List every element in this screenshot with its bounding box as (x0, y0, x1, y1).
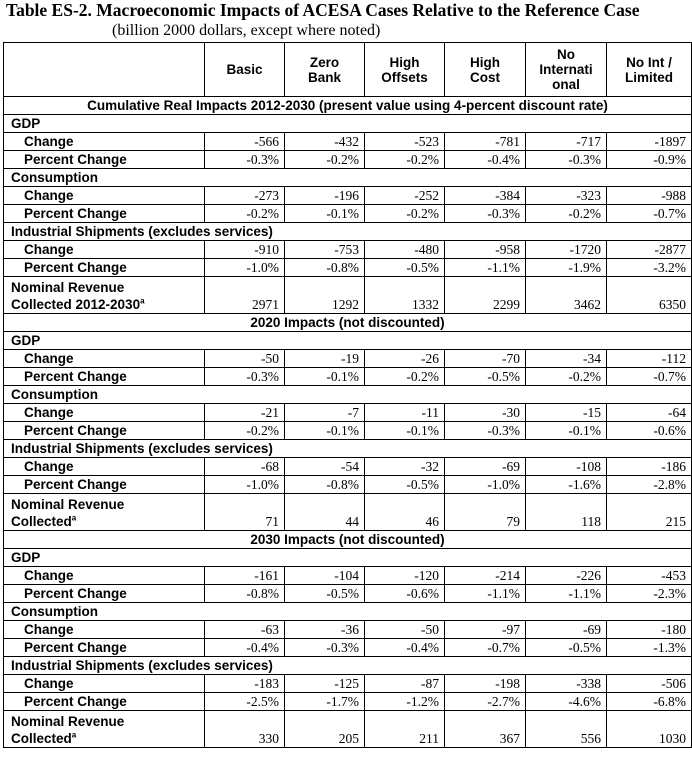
percent-value: -0.5% (285, 585, 365, 603)
percent-value: -0.5% (365, 259, 445, 277)
percent-value: -0.5% (365, 476, 445, 494)
change-value: -226 (526, 567, 607, 585)
header-row (4, 43, 692, 97)
percent-value: -0.6% (365, 585, 445, 603)
percent-value: -0.2% (365, 368, 445, 386)
percent-value: -2.5% (205, 693, 285, 711)
change-value: -198 (445, 675, 526, 693)
change-value: -2877 (607, 241, 692, 259)
percent-row (4, 151, 692, 169)
percent-value: -0.8% (205, 585, 285, 603)
percent-value: -0.2% (526, 205, 607, 223)
revenue-value: 2299 (445, 277, 526, 314)
change-value: -69 (445, 458, 526, 476)
revenue-row (4, 494, 692, 531)
change-value: -7 (285, 404, 365, 422)
column-header: No Int / Limited (607, 43, 692, 97)
change-label: Change (4, 567, 205, 585)
percent-label: Percent Change (4, 639, 205, 657)
percent-value: -0.2% (365, 151, 445, 169)
change-row (4, 621, 692, 639)
percent-value: -4.6% (526, 693, 607, 711)
change-value: -19 (285, 350, 365, 368)
percent-value: -0.1% (526, 422, 607, 440)
column-header: High Offsets (365, 43, 445, 97)
percent-value: -0.2% (205, 205, 285, 223)
impacts-table (3, 42, 692, 748)
percent-value: -1.2% (365, 693, 445, 711)
change-value: -108 (526, 458, 607, 476)
revenue-label (4, 494, 205, 531)
change-value: -958 (445, 241, 526, 259)
group-row (4, 657, 692, 675)
revenue-value: 1292 (285, 277, 365, 314)
group-label: GDP (4, 549, 692, 567)
percent-value: -0.3% (285, 639, 365, 657)
percent-value: -2.8% (607, 476, 692, 494)
percent-value: -0.4% (365, 639, 445, 657)
percent-label: Percent Change (4, 476, 205, 494)
revenue-value: 211 (365, 711, 445, 748)
change-value: -36 (285, 621, 365, 639)
percent-value: -0.8% (285, 476, 365, 494)
revenue-value: 215 (607, 494, 692, 531)
percent-label: Percent Change (4, 585, 205, 603)
change-value: -70 (445, 350, 526, 368)
section-heading-row (4, 531, 692, 549)
revenue-label-line1: Nominal Revenue (11, 497, 125, 512)
revenue-value: 205 (285, 711, 365, 748)
percent-value: -0.5% (445, 368, 526, 386)
revenue-value: 44 (285, 494, 365, 531)
percent-row (4, 585, 692, 603)
change-label: Change (4, 621, 205, 639)
group-label: Industrial Shipments (excludes services) (4, 440, 692, 458)
change-value: -523 (365, 133, 445, 151)
change-row (4, 187, 692, 205)
group-row (4, 115, 692, 133)
percent-value: -1.0% (445, 476, 526, 494)
section-heading-row (4, 314, 692, 332)
percent-row (4, 693, 692, 711)
percent-row (4, 205, 692, 223)
group-label: Consumption (4, 169, 692, 187)
group-label: GDP (4, 115, 692, 133)
table-subtitle: (billion 2000 dollars, except where noted) (112, 22, 381, 39)
table-title: Table ES-2. Macroeconomic Impacts of ACESA Cases Relative to the Reference Case (6, 0, 640, 20)
revenue-value: 1332 (365, 277, 445, 314)
change-value: -69 (526, 621, 607, 639)
change-value: -480 (365, 241, 445, 259)
group-label: Industrial Shipments (excludes services) (4, 223, 692, 241)
change-label: Change (4, 241, 205, 259)
percent-label: Percent Change (4, 368, 205, 386)
change-value: -26 (365, 350, 445, 368)
change-label: Change (4, 187, 205, 205)
percent-value: -1.0% (205, 476, 285, 494)
change-value: -21 (205, 404, 285, 422)
revenue-value: 6350 (607, 277, 692, 314)
column-header: No Internati onal (526, 43, 607, 97)
change-value: -97 (445, 621, 526, 639)
section-heading: 2020 Impacts (not discounted) (4, 314, 692, 332)
percent-value: -1.7% (285, 693, 365, 711)
revenue-value: 46 (365, 494, 445, 531)
change-value: -781 (445, 133, 526, 151)
footnote-marker: a (140, 296, 145, 306)
percent-value: -0.2% (365, 205, 445, 223)
percent-value: -0.3% (205, 151, 285, 169)
percent-value: -0.3% (445, 422, 526, 440)
percent-label: Percent Change (4, 693, 205, 711)
revenue-value: 367 (445, 711, 526, 748)
revenue-value: 556 (526, 711, 607, 748)
change-label: Change (4, 350, 205, 368)
change-value: -566 (205, 133, 285, 151)
percent-value: -2.7% (445, 693, 526, 711)
section-heading: 2030 Impacts (not discounted) (4, 531, 692, 549)
section-heading-row (4, 97, 692, 115)
change-value: -104 (285, 567, 365, 585)
percent-value: -1.0% (205, 259, 285, 277)
percent-value: -0.1% (285, 205, 365, 223)
percent-value: -0.7% (445, 639, 526, 657)
revenue-value: 71 (205, 494, 285, 531)
change-row (4, 404, 692, 422)
change-value: -384 (445, 187, 526, 205)
change-value: -125 (285, 675, 365, 693)
group-label: Consumption (4, 386, 692, 404)
change-value: -338 (526, 675, 607, 693)
percent-label: Percent Change (4, 422, 205, 440)
change-value: -50 (205, 350, 285, 368)
percent-value: -1.3% (607, 639, 692, 657)
revenue-value: 1030 (607, 711, 692, 748)
percent-value: -0.4% (445, 151, 526, 169)
change-value: -196 (285, 187, 365, 205)
percent-row (4, 476, 692, 494)
percent-value: -1.1% (445, 259, 526, 277)
column-header: Basic (205, 43, 285, 97)
revenue-value: 118 (526, 494, 607, 531)
percent-value: -0.7% (607, 368, 692, 386)
percent-label: Percent Change (4, 259, 205, 277)
change-value: -15 (526, 404, 607, 422)
percent-row (4, 639, 692, 657)
change-value: -506 (607, 675, 692, 693)
change-value: -34 (526, 350, 607, 368)
change-value: -432 (285, 133, 365, 151)
revenue-value: 2971 (205, 277, 285, 314)
revenue-row (4, 277, 692, 314)
percent-value: -0.5% (526, 639, 607, 657)
revenue-label-line2: Collected (11, 731, 72, 746)
change-label: Change (4, 404, 205, 422)
percent-value: -0.3% (205, 368, 285, 386)
change-value: -1720 (526, 241, 607, 259)
change-value: -180 (607, 621, 692, 639)
column-header: High Cost (445, 43, 526, 97)
percent-value: -0.7% (607, 205, 692, 223)
percent-value: -1.9% (526, 259, 607, 277)
footnote-marker: a (71, 513, 77, 523)
change-value: -753 (285, 241, 365, 259)
revenue-label-line2: Collected (11, 514, 72, 529)
table-body (4, 97, 692, 748)
change-value: -161 (205, 567, 285, 585)
change-value: -252 (365, 187, 445, 205)
section-heading: Cumulative Real Impacts 2012-2030 (present value using 4-percent discount rate) (4, 97, 692, 115)
change-value: -87 (365, 675, 445, 693)
revenue-label-line1: Nominal Revenue (11, 714, 125, 729)
column-header: Zero Bank (285, 43, 365, 97)
group-row (4, 549, 692, 567)
percent-value: -0.2% (526, 368, 607, 386)
percent-label: Percent Change (4, 151, 205, 169)
percent-value: -0.8% (285, 259, 365, 277)
change-value: -63 (205, 621, 285, 639)
change-value: -68 (205, 458, 285, 476)
change-row (4, 133, 692, 151)
change-row (4, 567, 692, 585)
group-row (4, 332, 692, 350)
change-row (4, 241, 692, 259)
change-value: -120 (365, 567, 445, 585)
change-value: -323 (526, 187, 607, 205)
revenue-label (4, 711, 205, 748)
percent-value: -0.4% (205, 639, 285, 657)
change-label: Change (4, 675, 205, 693)
change-value: -453 (607, 567, 692, 585)
revenue-label (4, 277, 205, 314)
header-blank (4, 43, 205, 97)
revenue-row (4, 711, 692, 748)
change-label: Change (4, 133, 205, 151)
change-value: -54 (285, 458, 365, 476)
revenue-value: 330 (205, 711, 285, 748)
revenue-label-line2: Collected 2012-2030 (11, 297, 141, 312)
group-row (4, 386, 692, 404)
percent-row (4, 368, 692, 386)
change-value: -11 (365, 404, 445, 422)
revenue-value: 3462 (526, 277, 607, 314)
group-label: Industrial Shipments (excludes services) (4, 657, 692, 675)
change-value: -112 (607, 350, 692, 368)
change-row (4, 458, 692, 476)
change-value: -183 (205, 675, 285, 693)
percent-value: -6.8% (607, 693, 692, 711)
change-value: -30 (445, 404, 526, 422)
percent-value: -1.6% (526, 476, 607, 494)
group-row (4, 223, 692, 241)
group-label: GDP (4, 332, 692, 350)
change-row (4, 675, 692, 693)
change-value: -910 (205, 241, 285, 259)
change-value: -32 (365, 458, 445, 476)
percent-value: -0.1% (285, 368, 365, 386)
change-value: -214 (445, 567, 526, 585)
percent-value: -0.2% (285, 151, 365, 169)
percent-value: -0.3% (445, 205, 526, 223)
percent-label: Percent Change (4, 205, 205, 223)
change-value: -64 (607, 404, 692, 422)
revenue-label-line1: Nominal Revenue (11, 280, 125, 295)
percent-row (4, 259, 692, 277)
revenue-value: 79 (445, 494, 526, 531)
group-row (4, 440, 692, 458)
percent-value: -3.2% (607, 259, 692, 277)
percent-value: -0.3% (526, 151, 607, 169)
change-label: Change (4, 458, 205, 476)
percent-row (4, 422, 692, 440)
change-value: -186 (607, 458, 692, 476)
change-value: -717 (526, 133, 607, 151)
change-value: -1897 (607, 133, 692, 151)
percent-value: -0.6% (607, 422, 692, 440)
change-value: -988 (607, 187, 692, 205)
change-value: -273 (205, 187, 285, 205)
group-row (4, 169, 692, 187)
change-value: -50 (365, 621, 445, 639)
group-row (4, 603, 692, 621)
footnote-marker: a (71, 730, 77, 740)
group-label: Consumption (4, 603, 692, 621)
percent-value: -0.1% (365, 422, 445, 440)
percent-value: -1.1% (526, 585, 607, 603)
percent-value: -0.2% (205, 422, 285, 440)
percent-value: -1.1% (445, 585, 526, 603)
percent-value: -0.9% (607, 151, 692, 169)
change-row (4, 350, 692, 368)
percent-value: -2.3% (607, 585, 692, 603)
percent-value: -0.1% (285, 422, 365, 440)
